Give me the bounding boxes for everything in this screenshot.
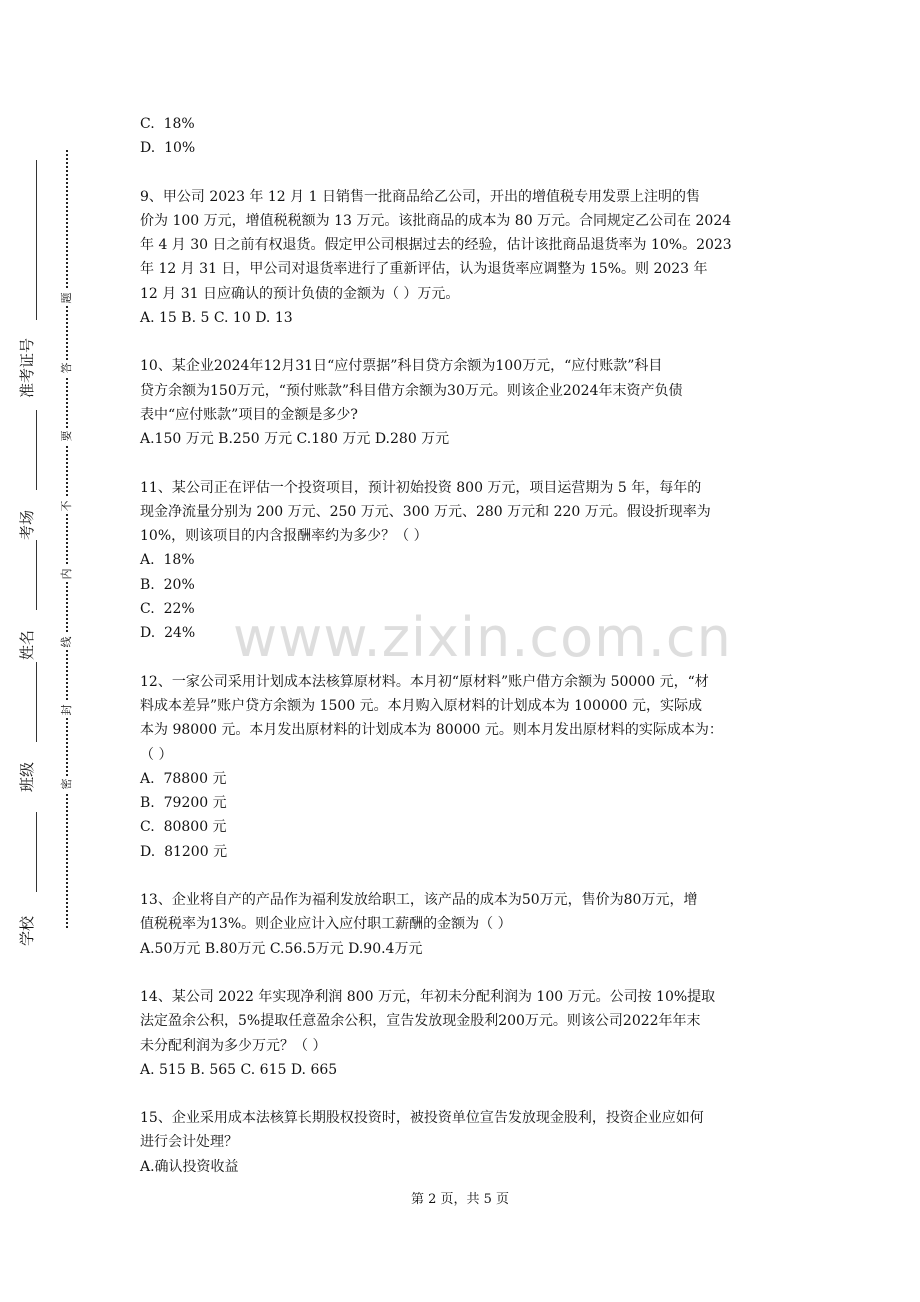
question-line: 10、某企业2024年12月31日“应付票据”科目贷方余额为100万元，“应付账款”科目 — [140, 358, 663, 375]
question-line: B. 20% — [140, 576, 195, 593]
question-line: 未分配利润为多少万元？（ ） — [140, 1037, 327, 1054]
watermark: www.zixin.com.cn — [233, 606, 732, 669]
exam-number-blank-line — [36, 160, 37, 320]
question-line: 年 12 月 31 日，甲公司对退货率进行了重新评估，认为退货率应调整为 15%。则 2023 年 — [140, 261, 708, 278]
question-block — [140, 1106, 800, 1179]
question-line: 12、一家公司采用计划成本法核算原材料。本月初“原材料”账户借方余额为 50000 元，“材 — [140, 673, 709, 690]
school-blank-line — [36, 812, 37, 892]
seal-char: 题 — [58, 290, 74, 306]
question-line: 12 月 31 日应确认的预计负债的金额为（ ）万元。 — [140, 285, 460, 302]
class-blank-line — [36, 662, 37, 742]
seal-char: 内 — [58, 566, 74, 582]
class-label: 班级 — [18, 761, 36, 792]
question-line: 14、某公司 2022 年实现净利润 800 万元，年初未分配利润为 100 万元。公司按 10%提取 — [140, 988, 716, 1005]
option-d: D. 10% — [140, 140, 196, 157]
question-line: A. 515 B. 565 C. 615 D. 665 — [140, 1061, 338, 1078]
question-line: 13、企业将自产的产品作为福利发放给职工，该产品的成本为50万元，售价为80万元，增 — [140, 892, 698, 909]
question-line: 贷方余额为150万元，“预付账款”科目借方余额为30万元。则该企业2024年末资产负债 — [140, 382, 683, 399]
question-line: 进行会计处理？ — [140, 1134, 238, 1151]
question-line: 本为 98000 元。本月发出原材料的计划成本为 80000 元。则本月发出原材料的实际成本为： — [140, 722, 723, 739]
room-blank-line — [36, 410, 37, 490]
question-line: 表中“应付账款”项目的金额是多少? — [140, 406, 358, 423]
name-blank-line — [36, 540, 37, 610]
question-line: A. 15 B. 5 C. 10 D. 13 — [140, 310, 293, 327]
question-line: 年 4 月 30 日之前有权退货。假定甲公司根据过去的经验，估计该批商品退货率为 10%。2023 — [140, 237, 732, 254]
question-block — [140, 354, 800, 451]
question-line: （ ） — [140, 746, 173, 763]
question-line: A. 18% — [140, 552, 195, 569]
question-line: A.50万元 B.80万元 C.56.5万元 D.90.4万元 — [140, 940, 423, 957]
seal-dotted-line — [66, 150, 68, 928]
question-line: 15、企业采用成本法核算长期股权投资时，被投资单位宣告发放现金股利，投资企业应如何 — [140, 1110, 704, 1127]
page-footer: 第 2 页，共 5 页 — [410, 1192, 510, 1207]
question-line: 10%，则该项目的内含报酬率约为多少？（ ） — [140, 528, 428, 545]
question-line: 料成本差异”账户贷方余额为 1500 元。本月购入原材料的计划成本为 100000 元，实际成 — [140, 697, 703, 714]
name-label: 姓名 — [18, 629, 36, 660]
seal-char: 答 — [58, 360, 74, 376]
question-line: 11、某公司正在评估一个投资项目，预计初始投资 800 万元，项目运营期为 5 年，每年的 — [140, 479, 702, 496]
room-label: 考场 — [18, 509, 36, 540]
question-line: B. 79200 元 — [140, 795, 227, 812]
question-line: A.确认投资收益 — [140, 1158, 239, 1175]
exam-number-label: 准考证号 — [18, 337, 36, 398]
question-list — [140, 185, 800, 1179]
previous-question-options — [140, 112, 800, 161]
seal-char: 封 — [58, 702, 74, 718]
question-line: D. 24% — [140, 625, 196, 642]
seal-char: 线 — [58, 634, 74, 650]
question-line: D. 81200 元 — [140, 843, 228, 860]
question-line: 法定盈余公积，5%提取任意盈余公积，宣告发放现金股利200万元。则该公司2022年年末 — [140, 1013, 701, 1030]
school-label: 学校 — [18, 915, 36, 946]
question-block — [140, 888, 800, 961]
question-line: C. 22% — [140, 601, 195, 618]
question-line: A. 78800 元 — [140, 770, 227, 787]
question-line: C. 80800 元 — [140, 819, 227, 836]
question-line: 价为 100 万元，增值税税额为 13 万元。该批商品的成本为 80 万元。合同规定乙公司在 2024 — [140, 212, 732, 229]
question-line: 值税税率为13%。则企业应计入应付职工薪酬的金额为（ ） — [140, 916, 512, 933]
question-line: 现金净流量分别为 200 万元、250 万元、300 万元、280 万元和 220 万元。假设折现率为 — [140, 503, 711, 520]
question-line: 9、甲公司 2023 年 12 月 1 日销售一批商品给乙公司，开出的增值税专用发票上注明的售 — [140, 188, 700, 205]
seal-char: 要 — [58, 428, 74, 444]
binding-margin — [0, 0, 60, 1302]
question-block — [140, 185, 800, 331]
seal-char: 密 — [58, 776, 74, 792]
question-line: A.150 万元 B.250 万元 C.180 万元 D.280 万元 — [140, 431, 450, 448]
option-c: C. 18% — [140, 116, 195, 132]
question-block — [140, 985, 800, 1082]
question-block — [140, 670, 800, 864]
seal-char: 不 — [58, 498, 74, 514]
